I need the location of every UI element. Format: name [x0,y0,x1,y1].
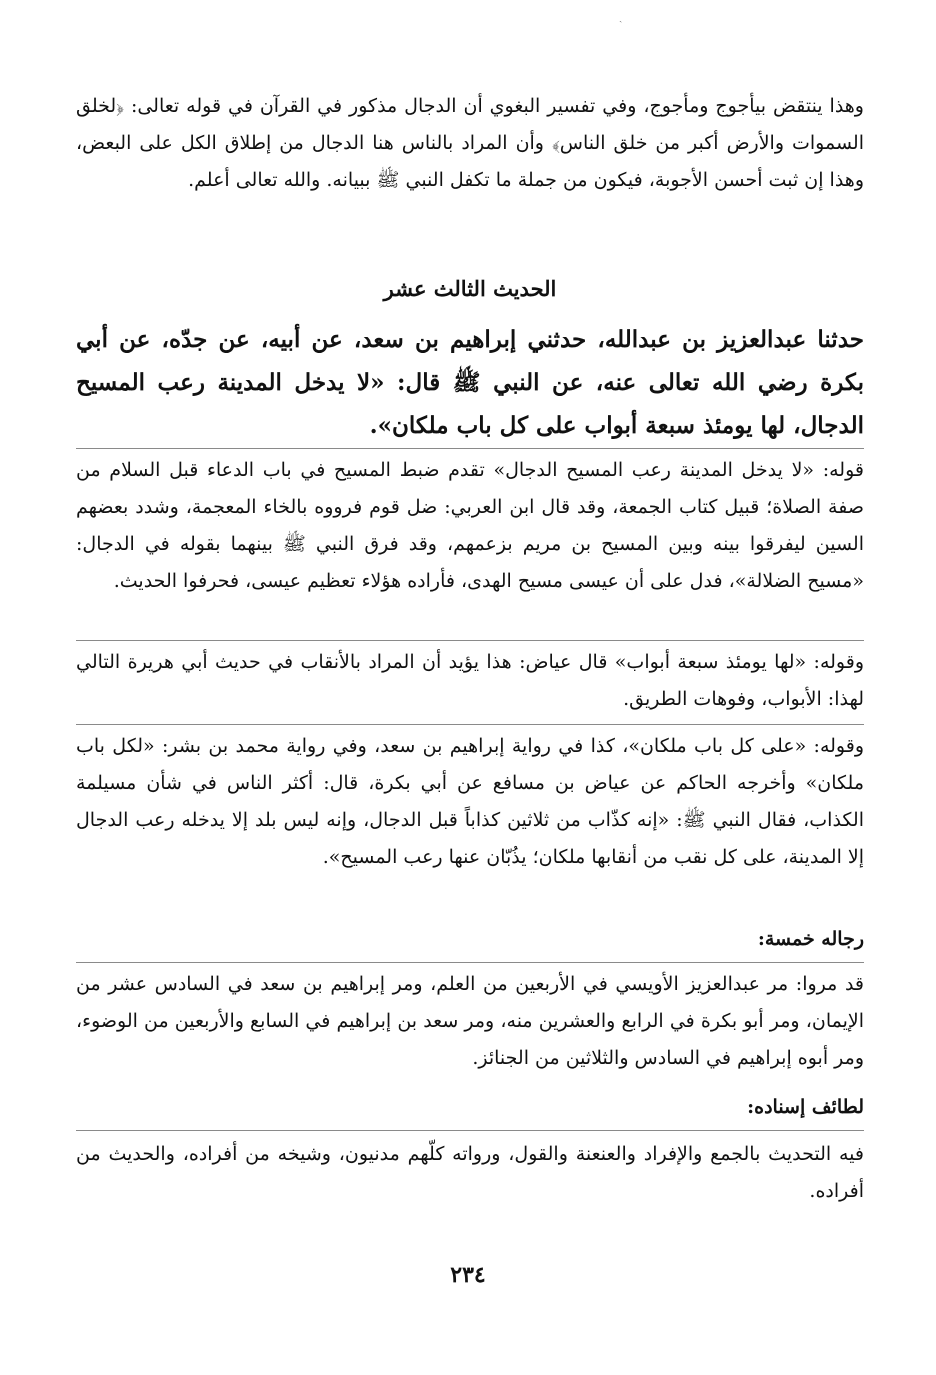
commentary-paragraph-3: وقوله: «على كل باب ملكان»، كذا في رواية إبراهيم بن سعد، وفي رواية محمد بن بشر: «لكل باب ملكان» وأخرجه الحاكم عن عياض بن مسافع عن أبي بكرة، قال: أكثر الناس في شأن مسيلمة الكذاب، فقال النبي ﷺ: «إنه كذّاب من ثلاثين كذاباً قبل الدجال، وإنه ليس بلد إلا يدخله رعب الدجال إلا المدينة، على كل نقب من أنقابها ملكان؛ يذُبّان عنها رعب المسيح». [76,735,864,868]
section-title: الحديث الثالث عشر [383,276,557,301]
isnad-paragraph: فيه التحديث بالجمع والإفراد والعنعنة والقول، ورواته كلّهم مدنيون، وشيخه من أفراده، والحديث من أفراده. [76,1143,864,1202]
divider [76,448,864,449]
commentary-paragraph-2: وقوله: «لها يومئذ سبعة أبواب» قال عياض: هذا يؤيد أن المراد بالأنقاب في حديث أبي هريرة التالي لهذا: الأبواب، وفوهات الطريق. [76,651,864,710]
intro-paragraph: وهذا ينتقض بيأجوج ومأجوج، وفي تفسير البغوي أن الدجال مذكور في القرآن في قوله تعالى: ﴿لخلق السموات والأرض أكبر من خلق الناس﴾ وأن المراد بالناس هنا الدجال من إطلاق الكل على البعض، وهذا إن ثبت أحسن الأجوبة، فيكون من جملة ما تكفل النبي ﷺ ببيانه. والله تعالى أعلم. [76,95,864,191]
narrators-heading: رجاله خمسة: [757,928,864,950]
page-number: ٢٣٤ [450,1262,486,1288]
commentary-paragraph-1: قوله: «لا يدخل المدينة رعب المسيح الدجال» تقدم ضبط المسيح في باب الدعاء قبل السلام من صفة الصلاة؛ قبيل كتاب الجمعة، وقد قال ابن العربي: ضل قوم فرووه بالخاء المعجمة، وشدد بعضهم السين ليفرقوا بينه وبين المسيح بن مريم بزعمهم، وقد فرق النبي ﷺ بينهما بقوله في الدجال: «مسيح الضلالة»، فدل على أن عيسى مسيح الهدى، فأراده هؤلاء تعظيم عيسى، فحرفوا الحديث. [76,459,864,592]
divider [76,962,864,963]
hadith-text: حدثنا عبدالعزيز بن عبدالله، حدثني إبراهيم بن سعد، عن أبيه، عن جدّه، عن أبي بكرة رضي الله تعالى عنه، عن النبي ﷺ قال: «لا يدخل المدينة رعب المسيح الدجال، لها يومئذ سبعة أبواب على كل باب ملكان». [76,326,864,439]
divider [76,1130,864,1131]
divider [76,724,864,725]
narrators-paragraph: قد مروا: مر عبدالعزيز الأويسي في الأربعين من العلم، ومر إبراهيم بن سعد في السادس عشر من الإيمان، ومر أبو بكرة في الرابع والعشرين منه، ومر سعد بن إبراهيم في السابع والأربعين من الوضوء، ومر أبوه إبراهيم في السادس والثلاثين من الجنائز. [76,973,864,1069]
isnad-heading: لطائف إسناده: [747,1096,864,1118]
scan-mark: ˎ [619,12,623,23]
divider [76,640,864,641]
